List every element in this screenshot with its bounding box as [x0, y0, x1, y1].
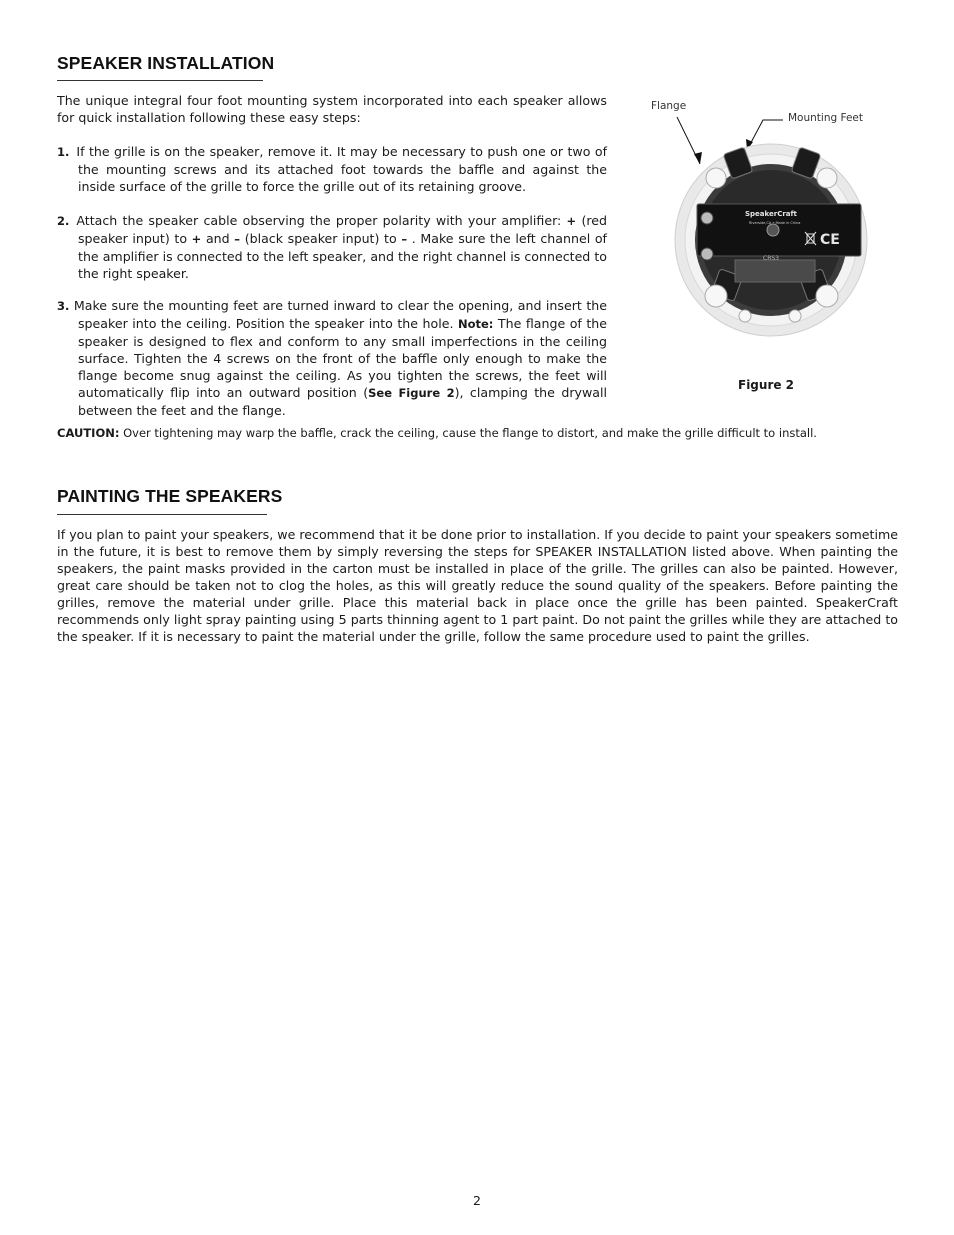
ce-mark: CE [820, 232, 840, 248]
brand-text: SpeakerCraft [745, 210, 797, 218]
label-flange: Flange [651, 100, 687, 112]
label-mounting-feet: Mounting Feet [788, 112, 863, 124]
step-text: . Make sure the left channel of the amplifier is connected to the left speaker, and the right channel is connected to the right speaker. [78, 231, 607, 281]
step-3 [57, 297, 607, 419]
step-2 [57, 212, 607, 282]
step-text: Make sure the mounting feet are turned inward to clear the opening, and insert the speaker into the ceiling. Position the speaker into the hole. [69, 298, 607, 331]
brand-sub-text: Riverside,CA • Made in China [749, 221, 801, 225]
step-1 [57, 143, 607, 195]
painting-body: If you plan to paint your speakers, we recommend that it be done prior to installation. If you decide to paint your speakers sometime in the future, it is best to remove them by simply reversing the steps for SPEAKER INSTALLATION listed above. When painting the speakers, the paint masks provided in the carton must be installed in place of the grille. The grilles can also be painted. However, great care should be taken not to clog the holes, as this will greatly reduce the sound quality of the speakers. Before painting the grilles, remove the material under grille. Place this material back in place once the grille has been painted. SpeakerCraft recommends only light spray painting using 5 parts thinning agent to 1 part paint. Do not paint the grilles while they are attached to the speaker. If it is necessary to paint the material under the grille, follow the same procedure used to paint the grilles. [57, 527, 898, 644]
step-text: The flange of the speaker is designed to flex and conform to any small imperfections in the ceiling surface. Tighten the 4 screws on the front of the baffle only enough to make the flange become snug against the ceiling. As you tighten the screws, the feet will automatically flip into an outward position ( [78, 316, 607, 400]
minus-sign: – [234, 232, 241, 246]
section-title-installation: SPEAKER INSTALLATION [57, 53, 275, 73]
plus-sign: + [566, 214, 577, 228]
speaker-figure [645, 92, 885, 352]
caution-note [57, 425, 917, 441]
title-underline [57, 80, 263, 81]
step-text: ), clamping the drywall between the feet and the flange. [78, 385, 607, 418]
weee-bin-icon [805, 232, 816, 245]
model-text: CRS3 [763, 255, 779, 262]
step-number: 2. [57, 214, 70, 228]
note-label: Note: [457, 317, 494, 331]
section-title-painting: PAINTING THE SPEAKERS [57, 486, 283, 506]
step-number: 3. [57, 299, 70, 313]
title-underline [57, 514, 267, 515]
figure-caption: Figure 2 [738, 378, 795, 392]
step-number: 1. [57, 145, 70, 159]
figure-reference: See Figure 2 [368, 386, 455, 400]
page-number: 2 [473, 1193, 481, 1208]
plus-sign: + [191, 232, 202, 246]
caution-text: Over tightening may warp the baffle, crack the ceiling, cause the flange to distort, and make the grille difficult to install. [119, 426, 817, 440]
step-text: and [201, 231, 235, 246]
installation-intro: The unique integral four foot mounting system incorporated into each speaker allows for quick installation following these easy steps: [57, 93, 607, 125]
step-text: Attach the speaker cable observing the proper polarity with your amplifier: [76, 213, 567, 228]
step-text: (black speaker input) to [240, 231, 402, 246]
step-text: (red speaker input) to [78, 213, 607, 246]
step-text: If the grille is on the speaker, remove it. It may be necessary to push one or two of the mounting screws and its attached foot towards the baffle and against the inside surface of the grille to force the grille out of its retaining groove. [76, 144, 607, 194]
minus-sign: – [401, 232, 408, 246]
caution-label: CAUTION: [57, 426, 120, 440]
